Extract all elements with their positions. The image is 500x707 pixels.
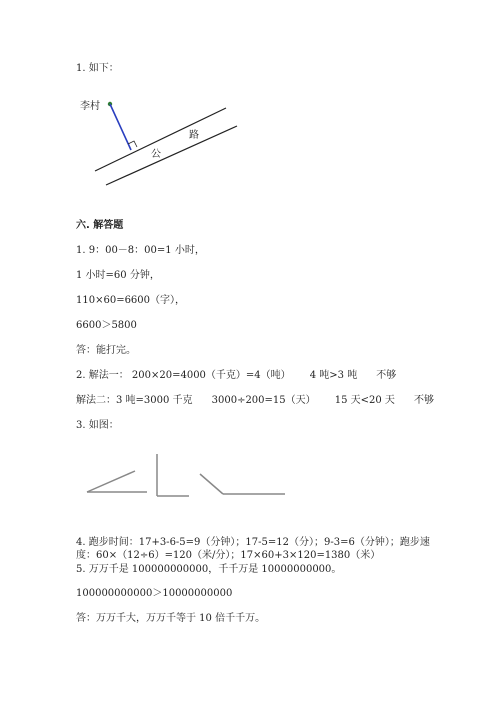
road-char-lu: 路 — [189, 130, 199, 141]
angle-150 — [200, 474, 285, 494]
section-6-title: 六. 解答题 — [76, 220, 124, 231]
q1-line-5: 答：能打完。 — [76, 345, 136, 356]
q2-line-2: 解法二：3 吨=3000 千克 3000÷200=15（天） 15 天<20 天 不够 — [76, 395, 434, 406]
q1-line-3: 110×60=6600（字）， — [76, 295, 186, 306]
q4-line-1: 4. 跑步时间：17+3-6-5=9（分钟）；17-5=12（分）；9-3=6（分钟）；跑步速 — [76, 537, 430, 548]
map-figure — [78, 95, 248, 190]
q1-line-4: 6600＞5800 — [76, 320, 137, 331]
q2-line-1: 2. 解法一： 200×20=4000（千克）=4（吨） 4 吨>3 吨 不够 — [76, 370, 397, 381]
village-label: 李村 — [80, 101, 100, 112]
q5-line-1: 5. 万万千是 100000000000，千千万是 10000000000。 — [76, 564, 342, 575]
angle-90 — [157, 454, 189, 496]
q1-line-1: 1. 9：00－8：00=1 小时， — [76, 245, 205, 256]
q1-line-2: 1 小时=60 分钟， — [76, 270, 160, 281]
q5-line-2: 100000000000＞10000000000 — [76, 588, 233, 599]
section-1-label: 1. 如下： — [76, 63, 119, 74]
q4-line-2: 度：60×（12÷6）=120（米/分）；17×60+3×120=1380（米） — [76, 550, 381, 561]
perpendicular-segment — [110, 104, 131, 150]
q5-line-3: 答：万万千大，万万千等于 10 倍千千万。 — [76, 613, 266, 624]
angle-30 — [87, 471, 147, 492]
road-char-gong: 公 — [151, 149, 161, 160]
angles-figure — [85, 452, 300, 500]
q3-label: 3. 如图： — [76, 420, 119, 431]
